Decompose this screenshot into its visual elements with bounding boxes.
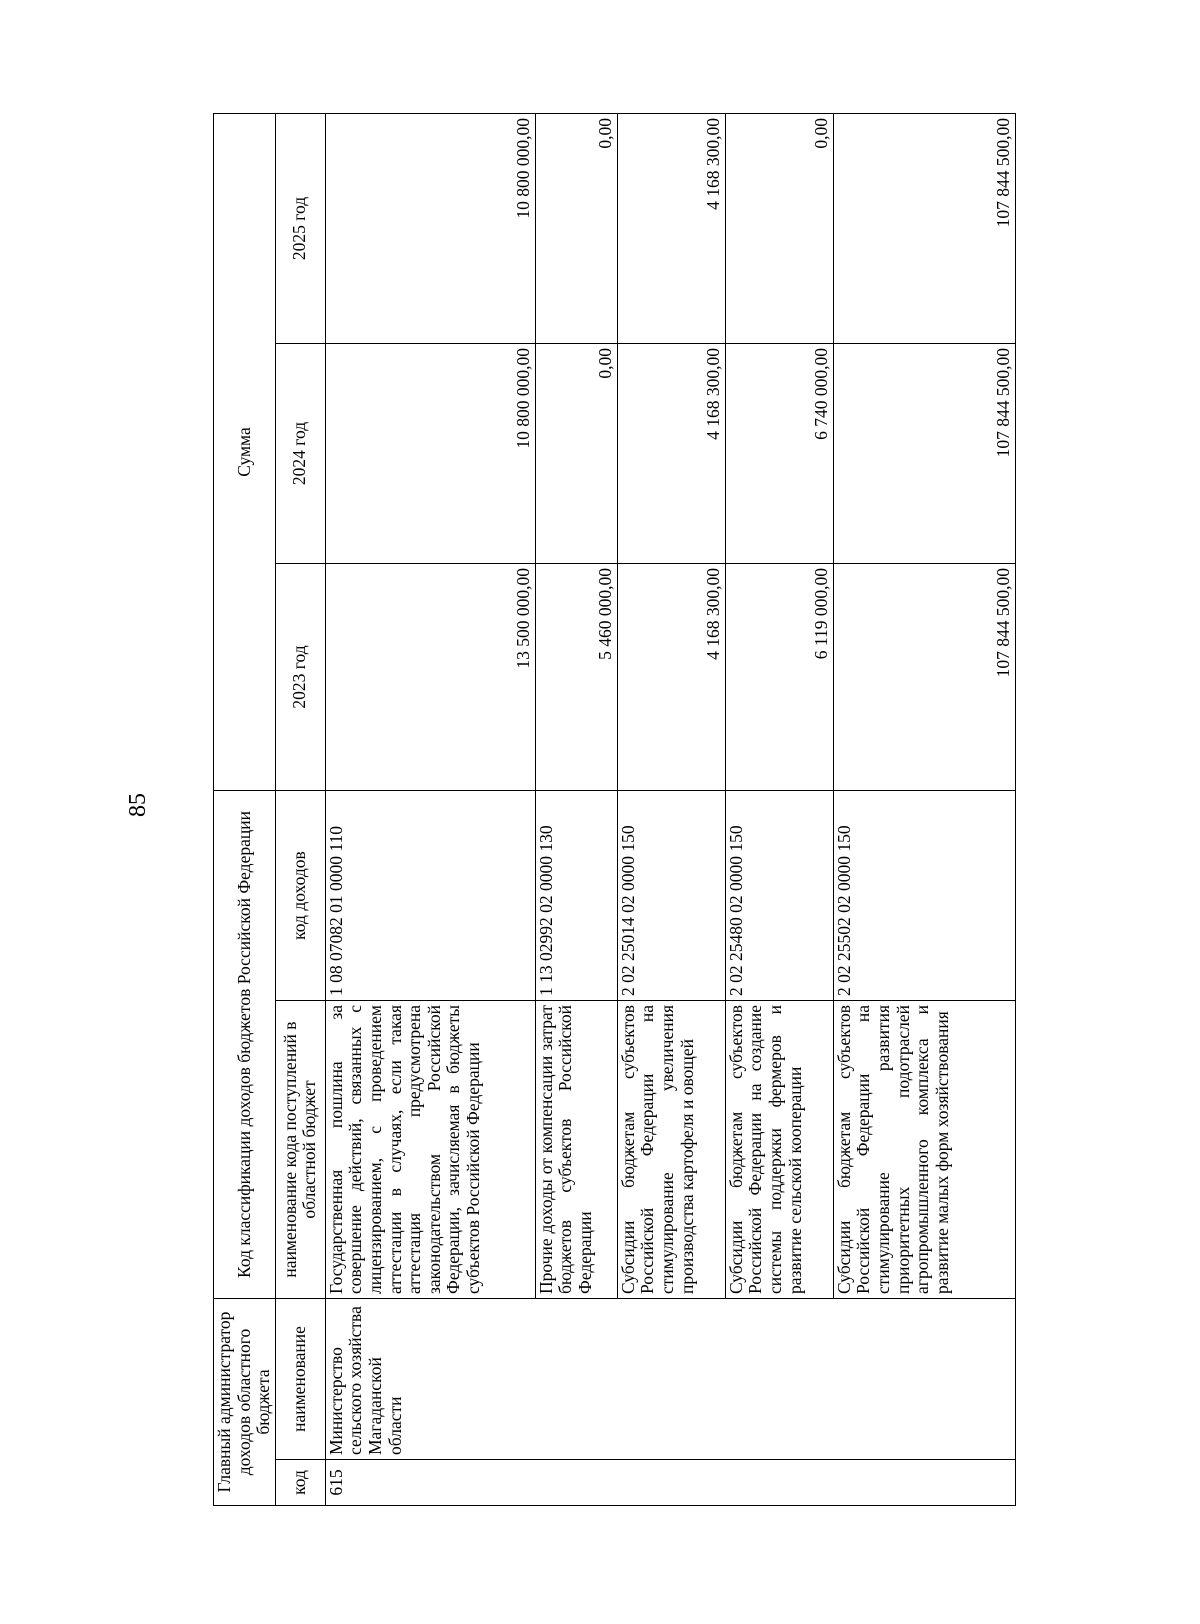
admin-name: Министерство сельского хозяйства Магаданской области	[325, 1299, 1015, 1460]
sum-2023: 5 460 000,00	[535, 564, 617, 791]
income-code: 1 08 07082 01 0000 110	[325, 791, 535, 1001]
sum-2025: 10 800 000,00	[325, 113, 535, 343]
admin-code: 615	[325, 1460, 1015, 1506]
col-2024-header: 2024 год	[275, 344, 325, 564]
table-row	[833, 113, 1015, 1505]
income-name: Государственная пошлина за совершение действий, связанных с лицензированием, с проведением аттестации в случаях, если такая аттестация предусмотрена законодательством Российской Федерации, зачисляемая в бюджеты субъектов Российской Федерации	[325, 1001, 535, 1299]
table-row	[725, 113, 833, 1505]
income-name: Прочие доходы от компенсации затрат бюджетов субъектов Российской Федерации	[535, 1001, 617, 1299]
sum-2023: 107 844 500,00	[833, 564, 1015, 791]
sum-2025: 0,00	[725, 113, 833, 343]
col-income-name-header: наименование кода поступлений в областной бюджет	[275, 1001, 325, 1299]
admin-group-header: Главный администратор доходов областного бюджета	[214, 1299, 276, 1506]
sum-2024: 4 168 300,00	[617, 344, 725, 564]
sum-2024: 107 844 500,00	[833, 344, 1015, 564]
table-row	[535, 113, 617, 1505]
sum-2023: 13 500 000,00	[325, 564, 535, 791]
sum-2024: 0,00	[535, 344, 617, 564]
col-2023-header: 2023 год	[275, 564, 325, 791]
sum-2023: 4 168 300,00	[617, 564, 725, 791]
col-code-header: код	[275, 1460, 325, 1506]
table-row	[325, 113, 535, 1505]
sum-2024: 6 740 000,00	[725, 344, 833, 564]
rotated-table-container	[213, 114, 1013, 1506]
income-code: 2 02 25502 02 0000 150	[833, 791, 1015, 1001]
income-name: Субсидии бюджетам субъектов Российской Федерации на стимулирование развития приоритетных подотраслей агропромышленного комплекса и развитие малых форм хозяйствования	[833, 1001, 1015, 1299]
income-code: 2 02 25480 02 0000 150	[725, 791, 833, 1001]
col-name-header: наименование	[275, 1299, 325, 1460]
income-code: 1 13 02992 02 0000 130	[535, 791, 617, 1001]
sum-2025: 4 168 300,00	[617, 113, 725, 343]
col-income-code-header: код доходов	[275, 791, 325, 1001]
income-name: Субсидии бюджетам субъектов Российской Федерации на создание системы поддержки фермеров и развитие сельской кооперации	[725, 1001, 833, 1299]
income-table	[213, 113, 1016, 1506]
income-name: Субсидии бюджетам субъектов Российской Федерации на стимулирование увеличения производства картофеля и овощей	[617, 1001, 725, 1299]
col-2025-header: 2025 год	[275, 113, 325, 343]
table-row	[617, 113, 725, 1505]
sum-group-header: Сумма	[214, 113, 276, 790]
sum-2023: 6 119 000,00	[725, 564, 833, 791]
sum-2024: 10 800 000,00	[325, 344, 535, 564]
income-code: 2 02 25014 02 0000 150	[617, 791, 725, 1001]
page-number: 85	[125, 793, 151, 817]
sum-2025: 107 844 500,00	[833, 113, 1015, 343]
sum-2025: 0,00	[535, 113, 617, 343]
classif-group-header: Код классификации доходов бюджетов Российской Федерации	[214, 791, 276, 1299]
